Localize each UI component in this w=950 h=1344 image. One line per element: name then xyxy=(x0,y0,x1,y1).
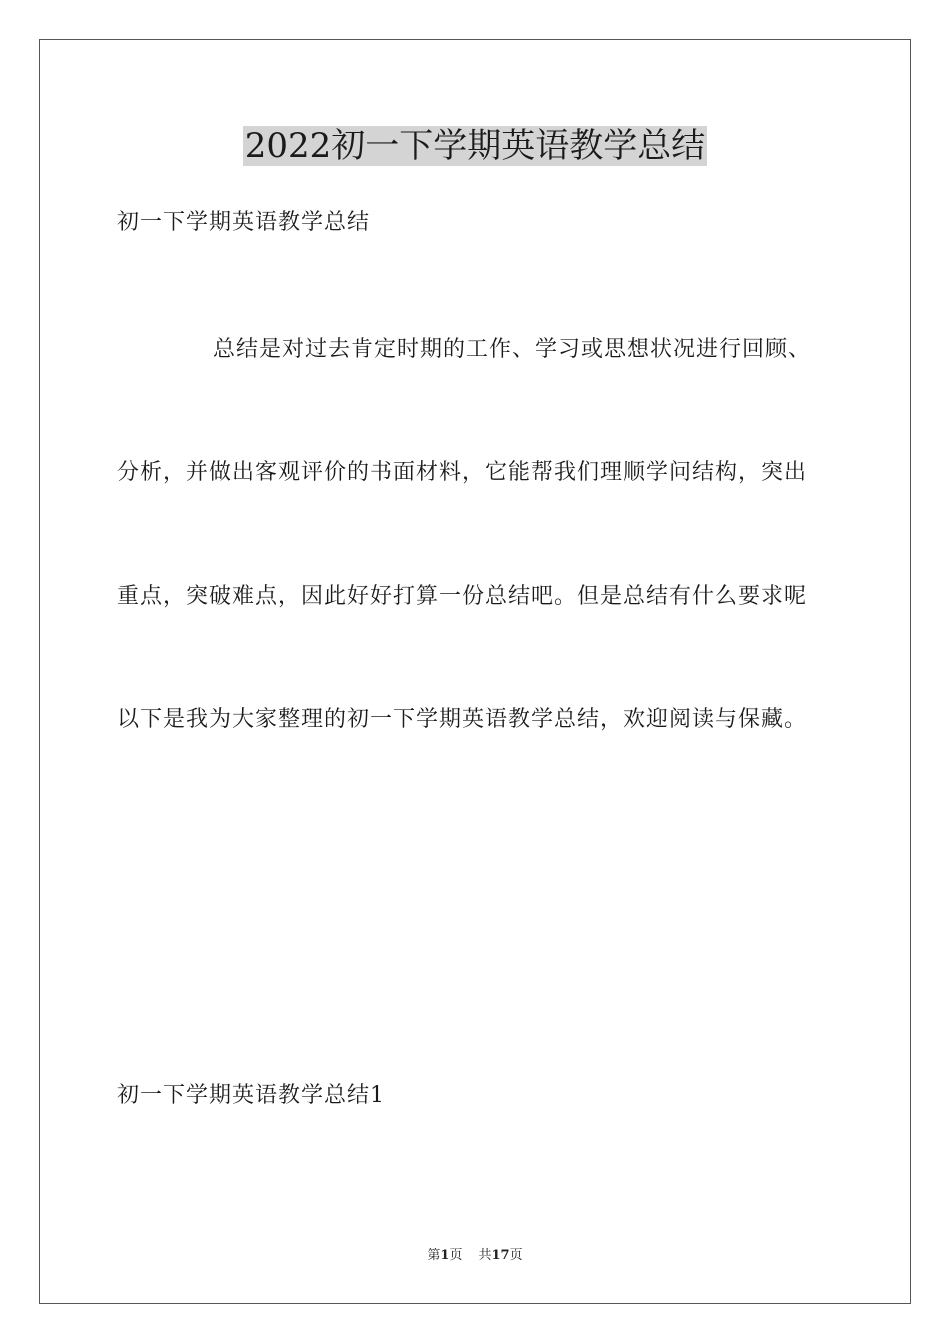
document-title xyxy=(0,120,950,172)
total-prefix: 共 xyxy=(478,1248,492,1263)
page-number: 1 xyxy=(440,1248,450,1263)
paragraph-line-3: 重点，突破难点，因此好好打算一份总结吧。但是总结有什么要求呢 xyxy=(117,584,808,609)
total-pages: 17 xyxy=(491,1248,510,1263)
page-footer xyxy=(0,1246,950,1266)
page-prefix: 第 xyxy=(427,1248,441,1263)
document-title-text: 2022初一下学期英语教学总结 xyxy=(244,126,706,166)
paragraph-line-1: 总结是对过去肯定时期的工作、学习或思想状况进行回顾、 xyxy=(213,337,812,362)
page-suffix: 页 xyxy=(449,1248,463,1263)
document-subtitle: 初一下学期英语教学总结 xyxy=(117,210,371,235)
section-heading: 初一下学期英语教学总结1 xyxy=(117,1083,385,1108)
total-suffix: 页 xyxy=(509,1248,523,1263)
paragraph-line-4: 以下是我为大家整理的初一下学期英语教学总结，欢迎阅读与保藏。 xyxy=(117,707,808,732)
paragraph-line-2: 分析，并做出客观评价的书面材料，它能帮我们理顺学问结构，突出 xyxy=(117,460,808,485)
